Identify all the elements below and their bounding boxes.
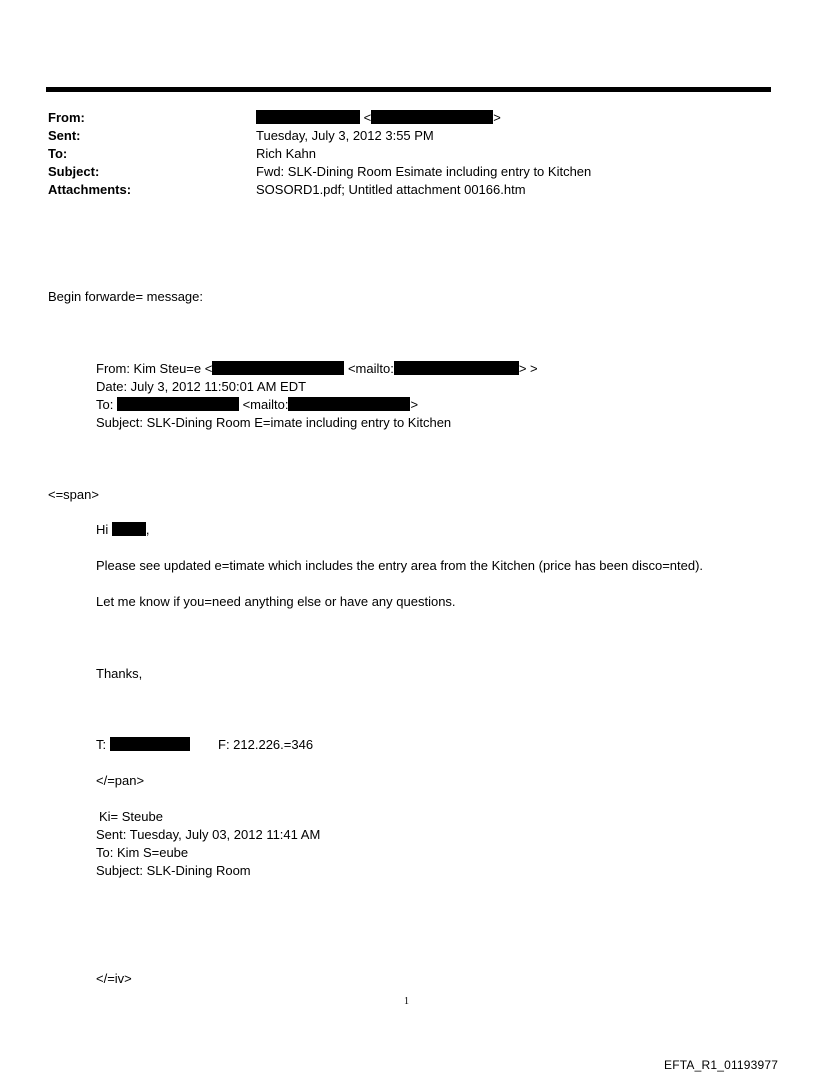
fwd-from-close: > > (518, 361, 538, 376)
thanks: Thanks, (96, 666, 143, 681)
fwd-to-mailto: <mailto: (242, 397, 289, 412)
fwd-from-prefix: From: Kim Steu=e < (96, 361, 213, 376)
sent-value: Tuesday, July 3, 2012 3:55 PM (256, 128, 434, 143)
document-id: EFTA_R1_01193977 (664, 1058, 779, 1072)
signature-name: Ki= Steube (99, 809, 163, 824)
fwd-to-prefix: To: (96, 397, 114, 412)
from-label: From: (48, 110, 85, 125)
span-open: <=span> (48, 487, 99, 502)
phone-line (96, 737, 190, 753)
div-close: </=iv> (96, 971, 132, 986)
from-gt: > (493, 110, 501, 125)
redaction-bar (256, 110, 360, 124)
redaction-bar (288, 397, 410, 411)
from-lt: < (363, 110, 372, 125)
redaction-bar (112, 522, 146, 536)
greeting (96, 522, 150, 538)
attachments-label: Attachments: (48, 182, 132, 197)
to-label: To: (48, 146, 68, 161)
signature-to: To: Kim S=eube (96, 845, 189, 860)
greeting-suffix: , (145, 522, 150, 537)
subject-label: Subject: (48, 164, 100, 179)
signature-subject: Subject: SLK-Dining Room (96, 863, 251, 878)
to-value: Rich Kahn (256, 146, 316, 161)
from-value (256, 110, 501, 126)
subject-value: Fwd: SLK-Dining Room Esimate including entry to Kitchen (256, 164, 592, 179)
redaction-bar (117, 397, 239, 411)
sent-label: Sent: (48, 128, 81, 143)
fwd-to-line (96, 397, 418, 413)
fwd-date: Date: July 3, 2012 11:50:01 AM EDT (96, 379, 307, 394)
fwd-from-line (96, 361, 538, 377)
fax-line: F: 212.226.=346 (218, 737, 314, 752)
redaction-bar (394, 361, 519, 375)
paragraph-1: Please see updated e=timate which includes the entry area from the Kitchen (price has been disco=nted). (96, 558, 704, 573)
header-rule (46, 87, 771, 92)
redaction-bar (212, 361, 344, 375)
paragraph-2: Let me know if you=need anything else or have any questions. (96, 594, 456, 609)
attachments-value: SOSORD1.pdf; Untitled attachment 00166.htm (256, 182, 526, 197)
span-close: </=pan> (96, 773, 145, 788)
fwd-from-mailto: <mailto: (347, 361, 394, 376)
signature-sent: Sent: Tuesday, July 03, 2012 11:41 AM (96, 827, 321, 842)
fwd-to-close: > (410, 397, 419, 412)
begin-forwarded: Begin forwarde= message: (48, 289, 204, 304)
phone-prefix: T: (96, 737, 107, 752)
page-number: 1 (404, 996, 409, 1007)
redaction-bar (371, 110, 493, 124)
redaction-bar (110, 737, 190, 751)
greeting-prefix: Hi (96, 522, 109, 537)
fwd-subject: Subject: SLK-Dining Room E=imate including entry to Kitchen (96, 415, 452, 430)
